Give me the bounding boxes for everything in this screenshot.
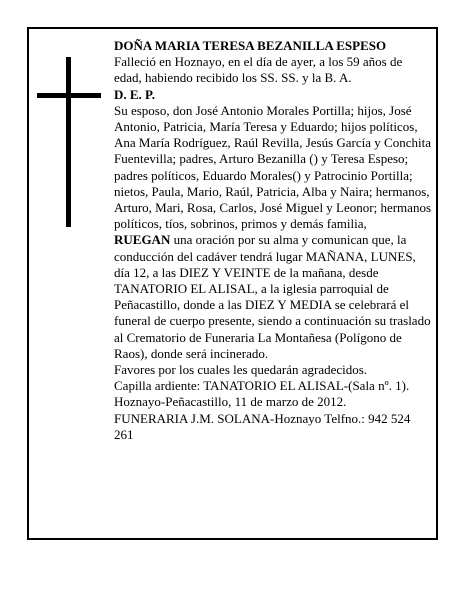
capilla-line: Capilla ardiente: TANATORIO EL ALISAL-(Sala nº. 1). [114,378,410,394]
ruegan-word: RUEGAN [114,232,171,248]
cross-icon [37,57,101,227]
death-announcement: Falleció en Hoznayo, en el día de ayer, a los 59 años de edad, habiendo recibido los SS. SS. y la B. A. [114,54,403,86]
deceased-name: DOÑA MARIA TERESA BEZANILLA ESPESO [114,38,387,53]
date-place-line: Hoznayo-Peñacastillo, 11 de marzo de 2012. [114,394,347,410]
funeraria-line: FUNERARIA J.M. SOLANA-Hoznayo Telfno.: 942 524 261 [114,410,411,442]
family-list: Su esposo, don José Antonio Morales Portilla; hijos, José Antonio, Patricia, María Teresa y Eduardo; hijos políticos, Ana María Rodríguez, Raúl Revilla, Jesús García y Conchita Fuentevilla; padres, Arturo Bezanilla () y Teresa Espeso; padres políticos, Eduardo Morales() y Patrocinio Portilla; nietos, Paula, Mario, Raúl, Patricia, Alba y Naira; hermanos, Arturo, Mari, Rosa, Carlos, José Miguel y Leonor; hermanos políticos, tíos, sobrinos, primos y demás familia, [114,102,432,232]
rip-heading: D. E. P. [114,86,156,102]
favores-line: Favores por los cuales les quedarán agradecidos. [114,362,368,378]
obituary-notice [27,27,438,540]
ruegan-paragraph [114,232,432,362]
ruegan-text: una oración por su alma y comunican que, la conducción del cadáver tendrá lugar MAÑANA, LUNES, día 12, a las DIEZ Y VEINTE de la mañana, desde TANATORIO EL ALISAL, a la iglesia parroquial de Peñacastillo, donde a las DIEZ Y MEDIA se celebrará el funeral de cuerpo presente, siendo a continuación su traslado al Crematorio de Funeraria La Montañesa (Polígono de Raos), donde será incinerado. [114,232,431,361]
notice-text [114,38,432,443]
